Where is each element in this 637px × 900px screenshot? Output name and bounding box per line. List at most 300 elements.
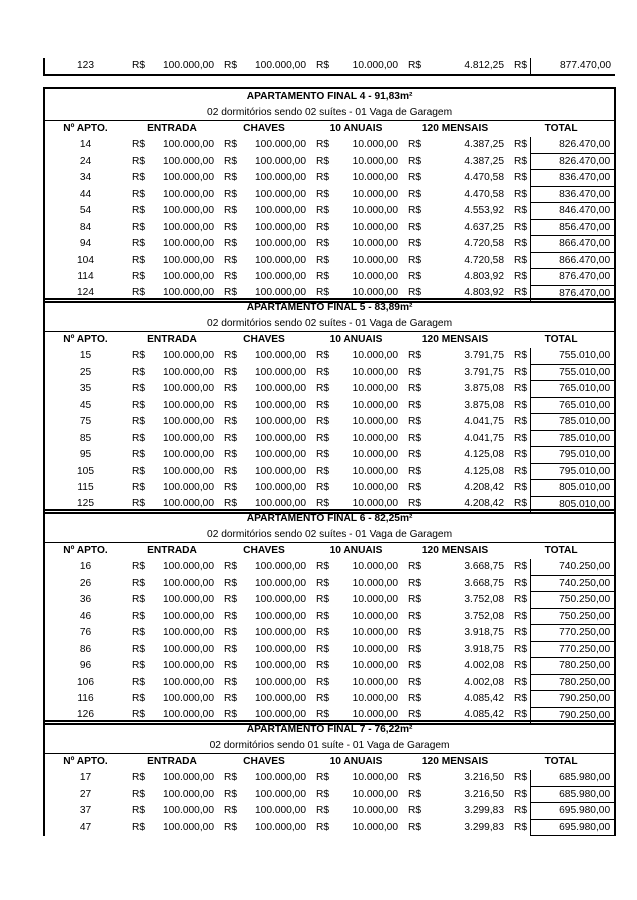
apartment-number: 96 [79, 660, 92, 671]
currency-symbol: R$ [316, 627, 330, 638]
chaves-value: 100.000,00 [255, 221, 306, 233]
section-title: APARTAMENTO FINAL 5 - 83,89m² [246, 302, 413, 313]
mensais-value: 3.668,75 [464, 577, 504, 589]
entrada-value: 100.000,00 [163, 60, 214, 71]
entrada-value: 100.000,00 [163, 139, 214, 151]
currency-symbol: R$ [408, 399, 422, 411]
anuais-value: 10.000,00 [352, 627, 398, 638]
anuais-value: 10.000,00 [352, 805, 398, 816]
mensais-value: 3.918,75 [464, 643, 504, 655]
mensais-value: 4.208,42 [464, 498, 504, 510]
chaves-value: 100.000,00 [255, 139, 306, 151]
mensais-value: 3.216,50 [464, 772, 504, 784]
currency-symbol: R$ [132, 238, 146, 249]
apartment-number: 26 [79, 577, 92, 589]
table-row [44, 414, 615, 431]
currency-symbol: R$ [224, 254, 238, 266]
table-row [44, 608, 615, 625]
anuais-value: 10.000,00 [352, 561, 398, 573]
currency-symbol: R$ [224, 366, 238, 378]
currency-symbol: R$ [224, 139, 238, 151]
currency-symbol: R$ [408, 561, 422, 573]
previous-section-last-row [43, 58, 615, 76]
apartment-number: 114 [77, 271, 94, 282]
entrada-value: 100.000,00 [163, 788, 214, 800]
currency-symbol: R$ [514, 188, 528, 200]
currency-symbol: R$ [408, 205, 422, 216]
total-value: 836.470,00 [530, 186, 615, 203]
total-value: 765.010,00 [530, 397, 615, 414]
currency-symbol: R$ [132, 577, 146, 589]
apartment-number: 84 [79, 221, 92, 233]
chaves-value: 100.000,00 [255, 788, 306, 800]
chaves-value: 100.000,00 [255, 383, 306, 394]
currency-symbol: R$ [224, 482, 238, 493]
currency-symbol: R$ [316, 383, 330, 394]
table-row [44, 203, 615, 220]
currency-symbol: R$ [316, 416, 330, 427]
currency-symbol: R$ [224, 627, 238, 638]
header-entrada: ENTRADA [147, 545, 197, 556]
apartment-number: 125 [77, 498, 94, 510]
chaves-value: 100.000,00 [255, 821, 306, 833]
currency-symbol: R$ [408, 172, 422, 183]
total-value: 795.010,00 [530, 447, 615, 464]
total-value: 876.470,00 [530, 285, 615, 302]
anuais-value: 10.000,00 [352, 271, 398, 282]
table-row [44, 770, 615, 786]
currency-symbol: R$ [514, 693, 528, 704]
currency-symbol: R$ [132, 772, 146, 784]
total-value: 765.010,00 [530, 381, 615, 398]
entrada-value: 100.000,00 [163, 155, 214, 167]
currency-symbol: R$ [514, 366, 528, 378]
total-value: 780.250,00 [530, 674, 615, 691]
currency-symbol: R$ [224, 594, 238, 605]
currency-symbol: R$ [408, 594, 422, 605]
mensais-value: 3.875,08 [464, 399, 504, 411]
table-row [44, 592, 615, 609]
currency-symbol: R$ [408, 449, 422, 460]
section-subtitle: 02 dormitórios sendo 02 suítes - 01 Vaga de Garagem [44, 527, 615, 543]
total-value: 770.250,00 [530, 625, 615, 642]
chaves-value: 100.000,00 [255, 676, 306, 688]
header-row [44, 332, 615, 349]
total-value: 805.010,00 [530, 496, 615, 513]
header-chaves: CHAVES [243, 756, 285, 767]
table-row [44, 674, 615, 691]
table-row [44, 480, 615, 497]
table-row [44, 381, 615, 398]
currency-symbol: R$ [132, 610, 146, 622]
currency-symbol: R$ [408, 238, 422, 249]
apartment-number: 17 [79, 772, 92, 784]
currency-symbol: R$ [224, 60, 238, 71]
apartment-number: 115 [77, 482, 94, 493]
currency-symbol: R$ [132, 188, 146, 200]
currency-symbol: R$ [316, 660, 330, 671]
total-value: 856.470,00 [530, 219, 615, 236]
mensais-value: 3.752,08 [464, 610, 504, 622]
mensais-value: 4.208,42 [464, 482, 504, 493]
chaves-value: 100.000,00 [255, 366, 306, 378]
currency-symbol: R$ [408, 643, 422, 655]
table-row [44, 786, 615, 803]
total-value: 866.470,00 [530, 236, 615, 253]
header-total: TOTAL [544, 123, 578, 134]
currency-symbol: R$ [224, 805, 238, 816]
anuais-value: 10.000,00 [352, 139, 398, 151]
entrada-value: 100.000,00 [163, 449, 214, 460]
currency-symbol: R$ [514, 772, 528, 784]
anuais-value: 10.000,00 [352, 465, 398, 477]
section-subtitle: 02 dormitórios sendo 02 suítes - 01 Vaga de Garagem [44, 316, 615, 332]
anuais-value: 10.000,00 [352, 577, 398, 589]
total-value: 785.010,00 [530, 414, 615, 431]
mensais-value: 4.387,25 [464, 139, 504, 151]
header-total: TOTAL [544, 334, 578, 345]
currency-symbol: R$ [224, 350, 238, 362]
entrada-value: 100.000,00 [163, 821, 214, 833]
header-apt: Nº APTO. [63, 123, 108, 134]
total-value: 785.010,00 [530, 430, 615, 447]
currency-symbol: R$ [224, 287, 238, 299]
header-row [44, 543, 615, 560]
total-value: 685.980,00 [530, 786, 615, 803]
mensais-value: 3.668,75 [464, 561, 504, 573]
currency-symbol: R$ [514, 660, 528, 671]
mensais-value: 4.720,58 [464, 254, 504, 266]
chaves-value: 100.000,00 [255, 643, 306, 655]
mensais-value: 4.085,42 [464, 709, 504, 721]
currency-symbol: R$ [408, 271, 422, 282]
currency-symbol: R$ [514, 610, 528, 622]
currency-symbol: R$ [514, 383, 528, 394]
mensais-value: 3.875,08 [464, 383, 504, 394]
currency-symbol: R$ [514, 399, 528, 411]
header-mensais: 120 MENSAIS [421, 334, 489, 345]
total-value: 740.250,00 [530, 559, 615, 575]
total-value: 750.250,00 [530, 608, 615, 625]
currency-symbol: R$ [316, 366, 330, 378]
chaves-value: 100.000,00 [255, 498, 306, 510]
entrada-value: 100.000,00 [163, 350, 214, 362]
anuais-value: 10.000,00 [352, 254, 398, 266]
entrada-value: 100.000,00 [163, 498, 214, 510]
apartment-number: 124 [77, 287, 94, 299]
currency-symbol: R$ [132, 221, 146, 233]
chaves-value: 100.000,00 [255, 254, 306, 266]
currency-symbol: R$ [132, 432, 146, 444]
anuais-value: 10.000,00 [352, 383, 398, 394]
total-value: 877.470,00 [530, 58, 615, 75]
total-value: 826.470,00 [530, 137, 615, 153]
total-value: 790.250,00 [530, 707, 615, 724]
currency-symbol: R$ [316, 221, 330, 233]
anuais-value: 10.000,00 [352, 594, 398, 605]
currency-symbol: R$ [132, 155, 146, 167]
mensais-value: 3.216,50 [464, 788, 504, 800]
entrada-value: 100.000,00 [163, 416, 214, 427]
apartment-number: 45 [79, 399, 92, 411]
currency-symbol: R$ [316, 498, 330, 510]
anuais-value: 10.000,00 [352, 772, 398, 784]
total-value: 695.980,00 [530, 803, 615, 820]
header-anuais: 10 ANUAIS [329, 545, 383, 556]
entrada-value: 100.000,00 [163, 643, 214, 655]
currency-symbol: R$ [514, 238, 528, 249]
currency-symbol: R$ [316, 772, 330, 784]
mensais-value: 4.803,92 [464, 271, 504, 282]
currency-symbol: R$ [316, 399, 330, 411]
table-row [44, 219, 615, 236]
mensais-value: 4.470,58 [464, 188, 504, 200]
section-title: APARTAMENTO FINAL 6 - 82,25m² [246, 513, 413, 524]
currency-symbol: R$ [408, 627, 422, 638]
currency-symbol: R$ [408, 805, 422, 816]
currency-symbol: R$ [408, 498, 422, 510]
currency-symbol: R$ [224, 221, 238, 233]
currency-symbol: R$ [316, 449, 330, 460]
currency-symbol: R$ [316, 350, 330, 362]
currency-symbol: R$ [224, 577, 238, 589]
apartment-price-table [43, 720, 616, 836]
table-row [44, 348, 615, 364]
entrada-value: 100.000,00 [163, 465, 214, 477]
total-value: 876.470,00 [530, 269, 615, 286]
mensais-value: 4.125,08 [464, 465, 504, 477]
currency-symbol: R$ [514, 155, 528, 167]
currency-symbol: R$ [132, 172, 146, 183]
currency-symbol: R$ [514, 788, 528, 800]
total-value: 846.470,00 [530, 203, 615, 220]
currency-symbol: R$ [132, 594, 146, 605]
currency-symbol: R$ [316, 271, 330, 282]
currency-symbol: R$ [408, 432, 422, 444]
currency-symbol: R$ [224, 788, 238, 800]
apartment-number: 36 [79, 594, 92, 605]
total-value: 685.980,00 [530, 770, 615, 786]
chaves-value: 100.000,00 [255, 709, 306, 721]
chaves-value: 100.000,00 [255, 205, 306, 216]
table-row [44, 252, 615, 269]
header-anuais: 10 ANUAIS [329, 334, 383, 345]
mensais-value: 4.470,58 [464, 172, 504, 183]
header-mensais: 120 MENSAIS [421, 756, 489, 767]
total-value: 836.470,00 [530, 170, 615, 187]
currency-symbol: R$ [316, 594, 330, 605]
header-chaves: CHAVES [243, 545, 285, 556]
header-entrada: ENTRADA [147, 756, 197, 767]
currency-symbol: R$ [224, 709, 238, 721]
mensais-value: 4.553,92 [464, 205, 504, 216]
apartment-number: 104 [77, 254, 94, 266]
apartment-number: 123 [77, 60, 94, 71]
currency-symbol: R$ [132, 383, 146, 394]
mensais-value: 3.752,08 [464, 594, 504, 605]
chaves-value: 100.000,00 [255, 449, 306, 460]
currency-symbol: R$ [408, 155, 422, 167]
chaves-value: 100.000,00 [255, 172, 306, 183]
currency-symbol: R$ [132, 482, 146, 493]
anuais-value: 10.000,00 [352, 188, 398, 200]
currency-symbol: R$ [514, 271, 528, 282]
currency-symbol: R$ [316, 205, 330, 216]
currency-symbol: R$ [408, 221, 422, 233]
table-row [44, 641, 615, 658]
section-subtitle: 02 dormitórios sendo 02 suítes - 01 Vaga de Garagem [44, 105, 615, 121]
chaves-value: 100.000,00 [255, 60, 306, 71]
anuais-value: 10.000,00 [352, 643, 398, 655]
entrada-value: 100.000,00 [163, 610, 214, 622]
entrada-value: 100.000,00 [163, 172, 214, 183]
header-total: TOTAL [544, 756, 578, 767]
currency-symbol: R$ [514, 465, 528, 477]
table-row [44, 153, 615, 170]
total-value: 755.010,00 [530, 364, 615, 381]
anuais-value: 10.000,00 [352, 416, 398, 427]
anuais-value: 10.000,00 [352, 366, 398, 378]
currency-symbol: R$ [408, 188, 422, 200]
currency-symbol: R$ [408, 60, 422, 71]
table-row [44, 137, 615, 153]
header-entrada: ENTRADA [147, 123, 197, 134]
apartment-number: 35 [79, 383, 92, 394]
apartment-price-table [43, 509, 616, 725]
total-value: 780.250,00 [530, 658, 615, 675]
section-title: APARTAMENTO FINAL 7 - 76,22m² [246, 724, 413, 735]
currency-symbol: R$ [408, 676, 422, 688]
currency-symbol: R$ [132, 788, 146, 800]
currency-symbol: R$ [132, 366, 146, 378]
anuais-value: 10.000,00 [352, 350, 398, 362]
entrada-value: 100.000,00 [163, 221, 214, 233]
currency-symbol: R$ [316, 139, 330, 151]
anuais-value: 10.000,00 [352, 660, 398, 671]
mensais-value: 4.085,42 [464, 693, 504, 704]
anuais-value: 10.000,00 [352, 205, 398, 216]
apartment-number: 24 [79, 155, 92, 167]
header-apt: Nº APTO. [63, 756, 108, 767]
currency-symbol: R$ [224, 205, 238, 216]
chaves-value: 100.000,00 [255, 271, 306, 282]
entrada-value: 100.000,00 [163, 383, 214, 394]
apartment-number: 34 [79, 172, 92, 183]
currency-symbol: R$ [408, 139, 422, 151]
mensais-value: 4.041,75 [464, 432, 504, 444]
table-row [44, 559, 615, 575]
currency-symbol: R$ [514, 449, 528, 460]
currency-symbol: R$ [224, 238, 238, 249]
apartment-number: 44 [79, 188, 92, 200]
apartment-number: 126 [77, 709, 94, 721]
currency-symbol: R$ [408, 660, 422, 671]
currency-symbol: R$ [132, 709, 146, 721]
currency-symbol: R$ [408, 693, 422, 704]
mensais-value: 3.791,75 [464, 350, 504, 362]
currency-symbol: R$ [316, 788, 330, 800]
mensais-value: 3.918,75 [464, 627, 504, 638]
currency-symbol: R$ [514, 577, 528, 589]
currency-symbol: R$ [316, 643, 330, 655]
currency-symbol: R$ [316, 465, 330, 477]
currency-symbol: R$ [224, 498, 238, 510]
table-row [44, 447, 615, 464]
currency-symbol: R$ [408, 465, 422, 477]
currency-symbol: R$ [316, 172, 330, 183]
header-chaves: CHAVES [243, 123, 285, 134]
chaves-value: 100.000,00 [255, 238, 306, 249]
apartment-number: 15 [79, 350, 92, 362]
entrada-value: 100.000,00 [163, 482, 214, 493]
header-entrada: ENTRADA [147, 334, 197, 345]
currency-symbol: R$ [514, 498, 528, 510]
entrada-value: 100.000,00 [163, 254, 214, 266]
currency-symbol: R$ [316, 805, 330, 816]
currency-symbol: R$ [514, 416, 528, 427]
anuais-value: 10.000,00 [352, 482, 398, 493]
mensais-value: 4.637,25 [464, 221, 504, 233]
currency-symbol: R$ [514, 821, 528, 833]
apartment-number: 95 [79, 449, 92, 460]
apartment-number: 75 [79, 416, 92, 427]
chaves-value: 100.000,00 [255, 594, 306, 605]
currency-symbol: R$ [514, 287, 528, 299]
currency-symbol: R$ [514, 254, 528, 266]
currency-symbol: R$ [132, 821, 146, 833]
chaves-value: 100.000,00 [255, 772, 306, 784]
entrada-value: 100.000,00 [163, 205, 214, 216]
apartment-number: 94 [79, 238, 92, 249]
currency-symbol: R$ [132, 416, 146, 427]
currency-symbol: R$ [132, 271, 146, 282]
chaves-value: 100.000,00 [255, 350, 306, 362]
currency-symbol: R$ [224, 643, 238, 655]
anuais-value: 10.000,00 [352, 788, 398, 800]
apartment-number: 105 [77, 465, 94, 477]
currency-symbol: R$ [408, 709, 422, 721]
table-row [44, 625, 615, 642]
currency-symbol: R$ [408, 482, 422, 493]
currency-symbol: R$ [132, 205, 146, 216]
mensais-value: 4.387,25 [464, 155, 504, 167]
currency-symbol: R$ [408, 610, 422, 622]
currency-symbol: R$ [132, 643, 146, 655]
anuais-value: 10.000,00 [352, 821, 398, 833]
anuais-value: 10.000,00 [352, 238, 398, 249]
apartment-price-table [43, 87, 616, 303]
currency-symbol: R$ [514, 561, 528, 573]
currency-symbol: R$ [224, 399, 238, 411]
chaves-value: 100.000,00 [255, 155, 306, 167]
apartment-number: 106 [77, 676, 94, 688]
currency-symbol: R$ [224, 188, 238, 200]
currency-symbol: R$ [316, 676, 330, 688]
total-value: 755.010,00 [530, 348, 615, 364]
currency-symbol: R$ [316, 610, 330, 622]
chaves-value: 100.000,00 [255, 627, 306, 638]
anuais-value: 10.000,00 [352, 693, 398, 704]
currency-symbol: R$ [224, 449, 238, 460]
apartment-number: 14 [79, 139, 92, 151]
currency-symbol: R$ [514, 643, 528, 655]
chaves-value: 100.000,00 [255, 399, 306, 411]
anuais-value: 10.000,00 [352, 155, 398, 167]
table-row [44, 430, 615, 447]
currency-symbol: R$ [408, 821, 422, 833]
currency-symbol: R$ [132, 60, 146, 71]
currency-symbol: R$ [514, 205, 528, 216]
